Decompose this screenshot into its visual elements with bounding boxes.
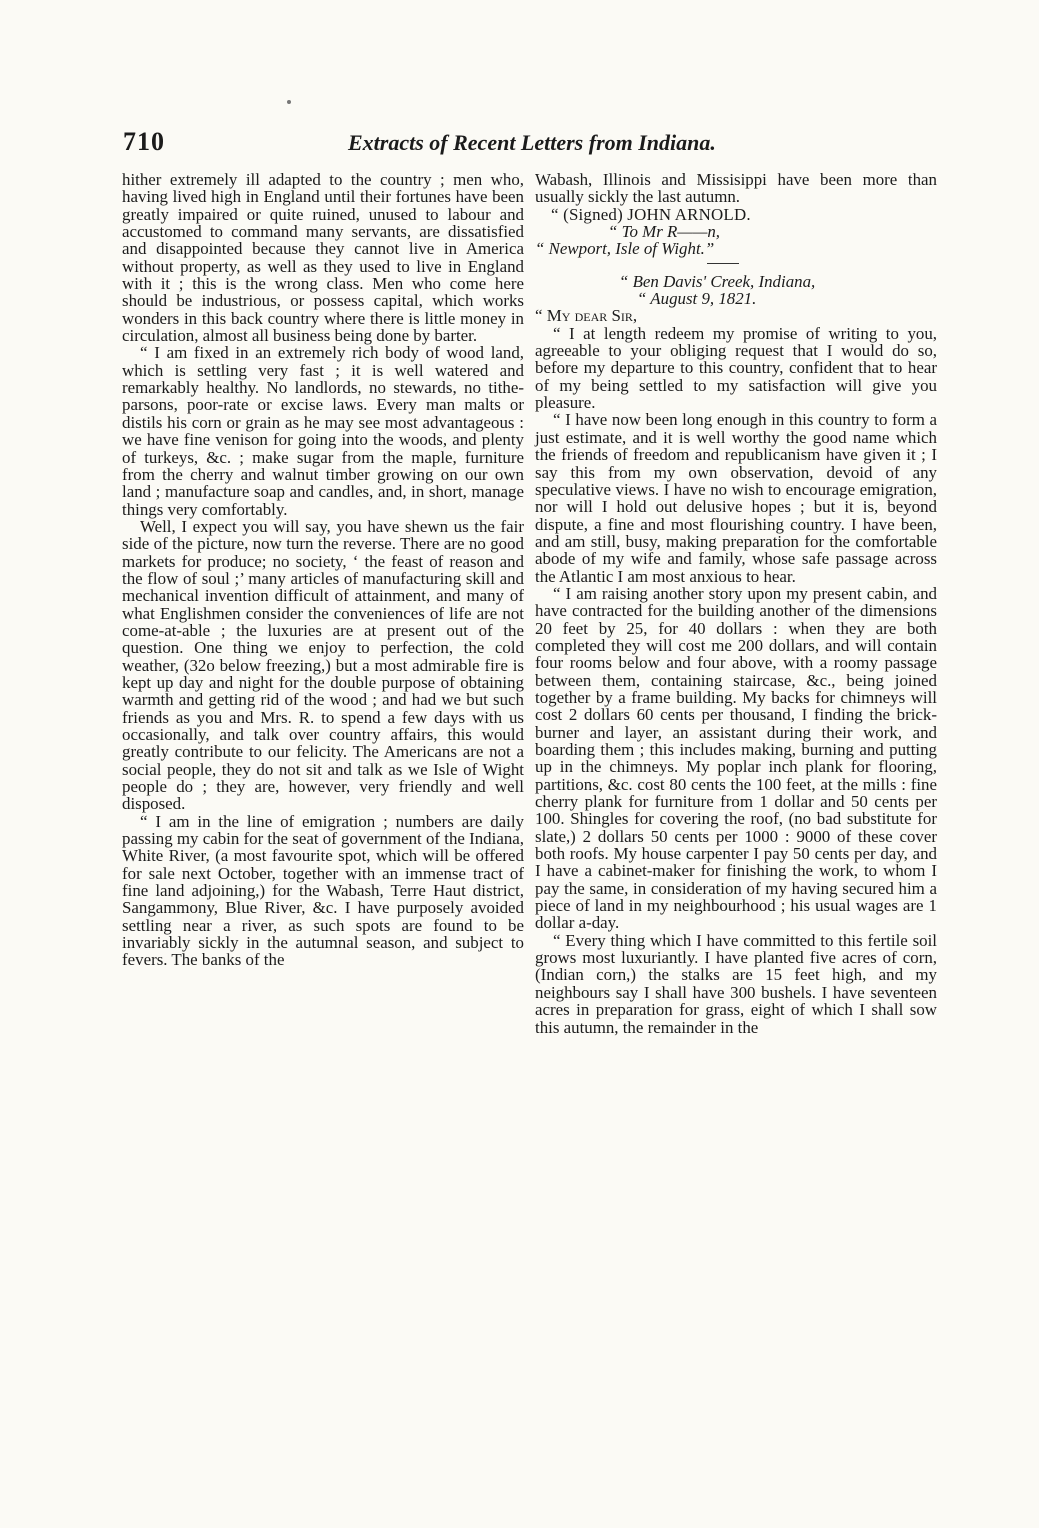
paragraph: “ I am raising another story upon my present cabin, and have contracted for the building another of the dimensions 20 feet by 25, for 40 dollars : when they are both completed they will cost me 200 dollars, and will contain four rooms below and four above, with a roomy passage between them, containing staircase, &c., being joined together by a frame building. My backs for chimneys will cost 2 dollars 60 cents per thousand, I finding the brick-burner and layer, an assistant during their work, and boarding them ; this includes making, burning and putting up in the chimneys. My poplar inch plank for flooring, partitions, &c. cost 80 cents the 100 feet, at the mills : fine cherry plank for furniture from 1 dollar and 50 cents per 100. Shingles for covering the roof, (no bad substitute for slate,) 2 dollars 50 cents per 1000 : 9000 of these cover both roofs. My house carpenter I pay 50 cents per day, and I have a cabinet-maker for finishing the work, to whom I pay the same, in consideration of my having secured him a piece of land in my neighbourhood ; his usual wages are 1 dollar a-day. [535,583,937,933]
page-number: 710 [123,127,165,156]
letter-divider [707,263,739,264]
recipient-place: “ Newport, Isle of Wight.” [535,239,715,259]
signature-line: “ (Signed) JOHN ARNOLD. [551,204,751,224]
running-title: Extracts of Recent Letters from Indiana. [348,130,716,155]
paragraph: “ I at length redeem my promise of writing to you, agreeable to your obliging request that I would do so, before my departure to this country, confident that to hear of my being settled to my satisfaction will give you pleasure. [535,323,937,413]
salutation: “ My dear Sir, [535,306,638,326]
dateline-date: “ August 9, 1821. [637,289,757,309]
right-column [535,171,937,1036]
paragraph: Well, I expect you will say, you have shewn us the fair side of the picture, now turn the reverse. There are no good markets for produce; no society, ‘ the feast of reason and the flow of soul ;’ many articles of manufacturing skill and mechanical invention difficult of attainment, and many of what Englishmen consider the conveniences of life are not come-at-able ; the luxuries are at present out of the question. One thing we enjoy to perfection, the cold weather, (32o below freezing,) but a most admirable fire is kept up day and night for the double purpose of obtaining warmth and getting rid of the wood ; and had we but such friends as you and Mrs. R. to spend a few days with us occasionally, and talk over country affairs, this would greatly contribute to our felicity. The Americans are not a social people, they do not sit and talk as we Isle of Wight people do ; they are, however, very friendly and well disposed. [122,516,524,814]
paragraph: “ I am in the line of emigration ; numbers are daily passing my cabin for the seat of government of the Indiana, White River, (a most favourite spot, which will be offered for sale next October, together with an immense tract of fine land adjoining,) for the Wabash, Terre Haut district, Sangammony, Blue River, &c. I have purposely avoided settling near a river, as such spots are found to be invariably sickly in the autumnal season, and subject to fevers. The banks of the [122,811,524,970]
paragraph: “ I am fixed in an extremely rich body of wood land, which is settling very fast ; it is well watered and remarkably healthy. No landlords, no stewards, no tithe-parsons, poor-rate or excise laws. Every man malts or distils his corn or grain as he may see most advantageous : we have fine venison for going into the woods, and plenty of turkeys, &c. ; make sugar from the maple, furniture from the cherry and walnut timber growing on our own land ; manufacture soap and candles, and, in short, manage things very comfortably. [122,343,524,519]
paragraph: hither extremely ill adapted to the country ; men who, having lived high in England until their fortunes have been greatly impaired or quite ruined, unused to labour and accustomed to command many servants, are dissatisfied and disappointed because they cannot live in America without property, as well as they used to live in England with it ; this is the wrong class. Men who come here should be industrious, or possess capital, which works wonders in this back country where there is little money in circulation, almost all business being done by barter. [122,170,524,346]
paragraph: “ Every thing which I have committed to this fertile soil grows most luxuriantly. I have planted five acres of corn, (Indian corn,) the stalks are 15 feet high, and my neighbours say I shall have 300 bushels. I have seventeen acres in preparation for grass, eight of which I shall sow this autumn, the remainder in the [535,930,937,1037]
left-column [122,171,524,969]
paragraph: Wabash, Illinois and Missisippi have been more than usually sickly the last autumn. [535,170,937,207]
recipient-line: “ To Mr R——n, [608,222,721,242]
ink-speck [287,100,291,104]
paragraph: “ I have now been long enough in this country to form a just estimate, and it is well worthy the good name which the friends of freedom and republicanism have given it ; I say this from my own observation, devoid of any speculative views. I have no wish to encourage emigration, nor will I hold out delusive hopes ; but it is, beyond dispute, a fine and most flourishing country. I have been, and am still, busy, making preparation for the comfortable abode of my wife and family, whose safe passage across the Atlantic I am most anxious to hear. [535,410,937,586]
page-header [123,126,938,160]
dateline-place: “ Ben Davis' Creek, Indiana, [619,271,816,291]
